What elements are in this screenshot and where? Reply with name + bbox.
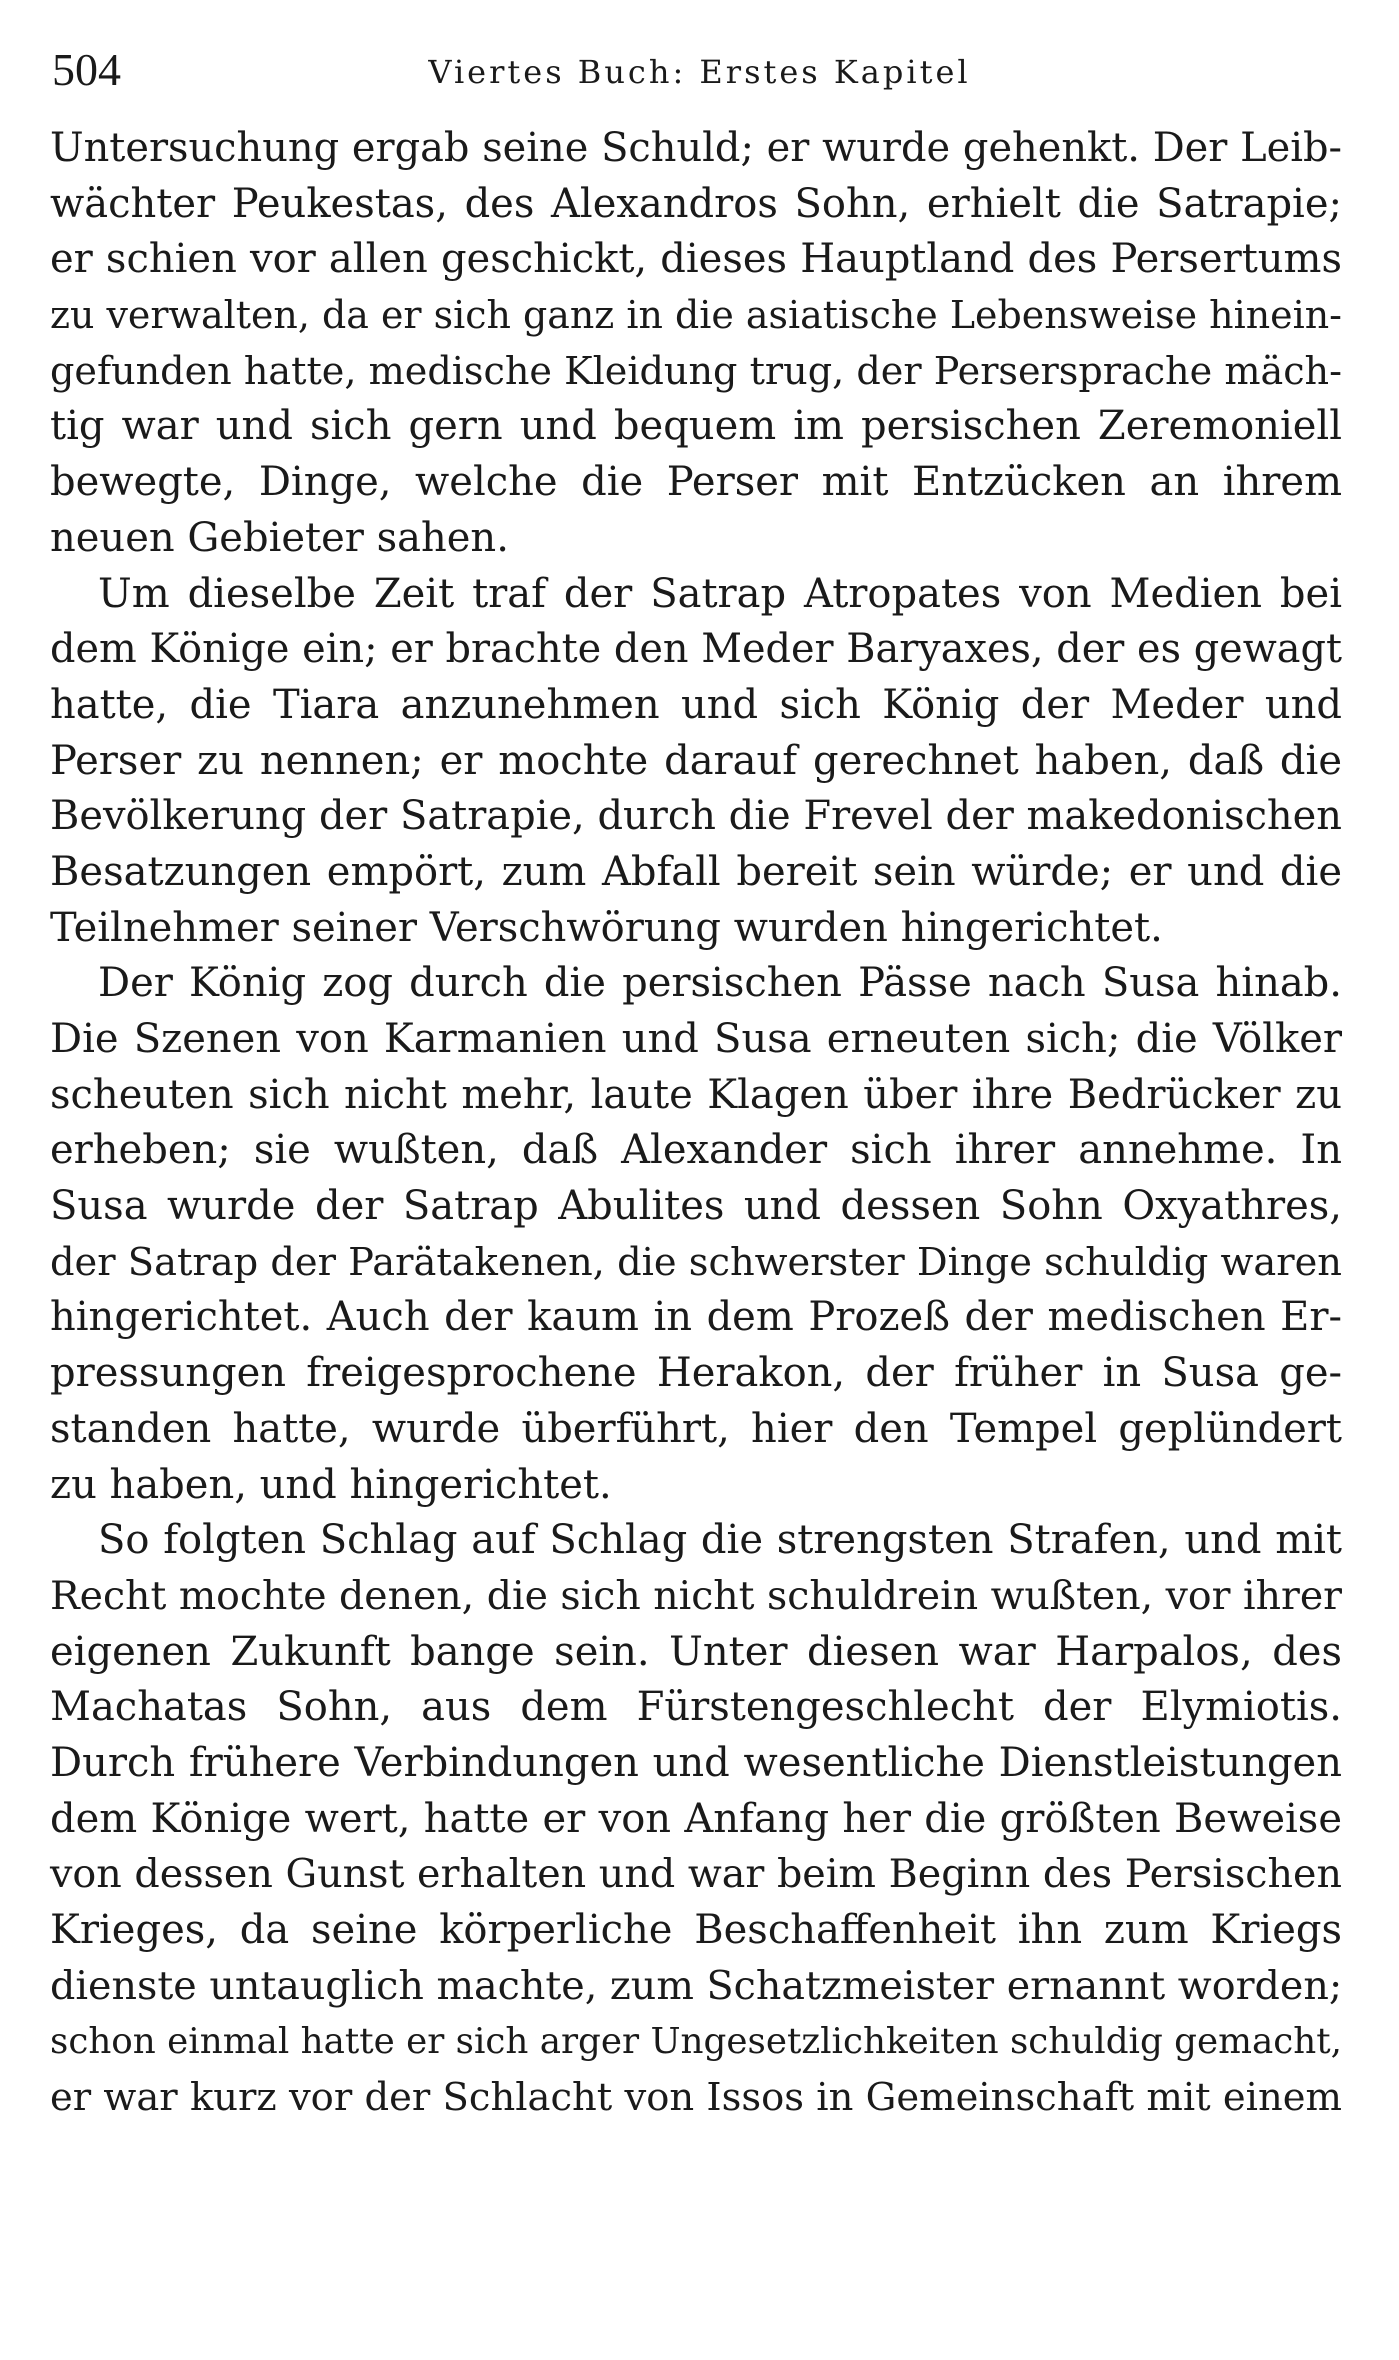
paragraph [50, 956, 1342, 1513]
text-line: tig war und sich gern und bequem im persischen Zeremoniell [50, 403, 1342, 450]
text-line: Untersuchung ergab seine Schuld; er wurde gehenkt. Der Leib- [50, 125, 1342, 171]
page-number: 504 [52, 44, 121, 95]
text-line: Susa wurde der Satrap Abulites und dessen Sohn Oxyathres, [50, 1183, 1342, 1230]
text-line: Um dieselbe Zeit traf der Satrap Atropates von Medien bei [98, 570, 1342, 617]
text-line: standen hatte, wurde überführt, hier den Tempel geplündert [50, 1405, 1342, 1452]
text-line: neuen Gebieter sahen. [50, 514, 509, 561]
text-line: Der König zog durch die persischen Pässe nach Susa hinab. [98, 960, 1342, 1007]
text-line: schon einmal hatte er sich arger Ungesetzlichkeiten schuldig gemacht, [50, 2021, 1342, 2063]
text-line: So folgten Schlag auf Schlag die strengsten Strafen, und mit [98, 1517, 1342, 1564]
text-line: der Satrap der Parätakenen, die schwerster Dinge schuldig waren [50, 1239, 1342, 1285]
paragraph [50, 121, 1342, 567]
text-line: Die Szenen von Karmanien und Susa erneuten sich; die Völker [50, 1016, 1342, 1062]
body-text [50, 121, 1342, 2126]
text-line: pressungen freigesprochene Herakon, der früher in Susa ge- [50, 1350, 1342, 1397]
paragraph [50, 567, 1342, 957]
text-line: von dessen Gunst erhalten und war beim Beginn des Persischen [50, 1851, 1342, 1898]
text-line: dem Könige wert, hatte er von Anfang her die größten Beweise [50, 1795, 1342, 1842]
text-line: bewegte, Dinge, welche die Perser mit Entzücken an ihrem [50, 459, 1342, 506]
text-line: Teilnehmer seiner Verschwörung wurden hingerichtet. [50, 904, 1163, 951]
text-line: Krieges, da seine körperliche Beschaffenheit ihn zum Kriegs [50, 1907, 1342, 1953]
text-line: Machatas Sohn, aus dem Fürstengeschlecht der Elymiotis. [50, 1684, 1342, 1731]
text-line: gefunden hatte, medische Kleidung trug, der Perserspraсhe mäch- [50, 348, 1342, 393]
text-line: hingerichtet. Auch der kaum in dem Prozeß der medischen Er- [50, 1294, 1342, 1341]
text-line: Besatzungen empört, zum Abfall bereit sein würde; er und die [50, 848, 1342, 895]
text-line: scheuten sich nicht mehr, laute Klagen über ihre Bedrücker zu [50, 1071, 1342, 1118]
text-line: erheben; sie wußten, daß Alexander sich ihrer annehme. In [50, 1127, 1342, 1174]
text-line: Perser zu nennen; er mochte darauf gerechnet haben, daß die [50, 737, 1342, 784]
text-line: dienste untauglich machte, zum Schatzmeister ernannt worden; [50, 1962, 1343, 2009]
text-line: dem Könige ein; er brachte den Meder Baryaxes, der es gewagt [50, 626, 1342, 673]
text-line: Bevölkerung der Satrapie, durch die Frevel der makedonischen [50, 793, 1342, 840]
page-header [52, 40, 1347, 100]
text-line: wächter Peukestas, des Alexandros Sohn, erhielt die Satrapie; [50, 180, 1342, 227]
text-line: Durch frühere Verbindungen und wesentliche Dienstleistungen [50, 1739, 1342, 1786]
paragraph [50, 1513, 1342, 2126]
text-line: eigenen Zukunft bange sein. Unter diesen war Harpalos, des [50, 1628, 1342, 1675]
running-head: Viertes Buch: Erstes Kapitel [428, 53, 971, 91]
text-line: zu verwalten, da er sich ganz in die asiatische Lebensweise hinein- [50, 293, 1342, 338]
text-line: hatte, die Tiara anzunehmen und sich König der Meder und [50, 681, 1342, 728]
text-line: Recht mochte denen, die sich nicht schuldrein wußten, vor ihrer [50, 1572, 1342, 1619]
text-line: er war kurz vor der Schlacht von Issos in Gemeinschaft mit einem [50, 2075, 1342, 2121]
text-line: zu haben, und hingerichtet. [50, 1461, 612, 1508]
text-line: er schien vor allen geschickt, dieses Hauptland des Persertums [50, 236, 1342, 283]
